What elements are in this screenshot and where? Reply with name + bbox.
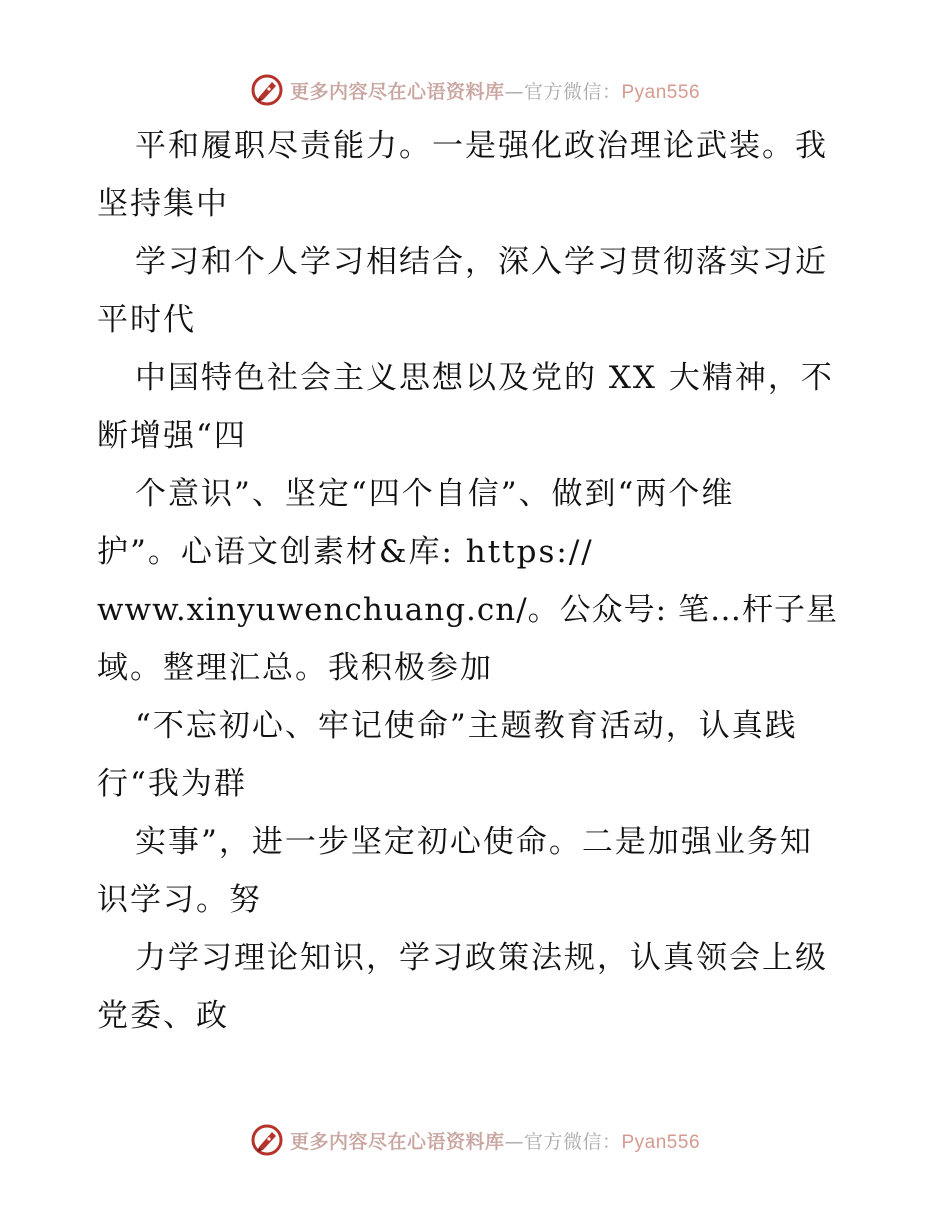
text-line: 断增强“四	[97, 418, 247, 454]
text-line: 力学习理论知识，学习政策法规，认真领会上级	[135, 940, 828, 976]
text-line: “不忘初心、牢记使命”主题教育活动，认真践	[135, 708, 798, 744]
text-line: 个意识”、坚定“四个自信”、做到“两个维	[135, 476, 735, 512]
pen-nib-logo-icon	[250, 73, 284, 107]
watermark-site-name: 更多内容尽在心语资料库	[289, 1130, 505, 1153]
watermark-wechat-label: —官方微信：	[504, 1130, 622, 1153]
text-line: 护”。心语文创素材&库: https://	[97, 534, 594, 570]
watermark-wechat-id: Pyan556	[621, 81, 701, 103]
header-watermark-text	[290, 77, 700, 104]
text-line: 坚持集中	[97, 186, 229, 222]
text-line: 行“我为群	[97, 766, 247, 802]
watermark-wechat-id: Pyan556	[621, 1131, 701, 1153]
text-line: 学习和个人学习相结合，深入学习贯彻落实习近	[135, 244, 828, 280]
footer-watermark	[0, 1120, 950, 1160]
text-line: 平时代	[97, 302, 196, 338]
header-watermark	[0, 70, 950, 110]
text-line: 党委、政	[97, 998, 229, 1034]
text-line: 识学习。努	[97, 882, 262, 918]
document-body	[97, 117, 857, 1045]
footer-watermark-text	[290, 1127, 700, 1154]
text-line: 域。整理汇总。我积极参加	[97, 650, 493, 686]
pen-nib-logo-icon	[250, 1123, 284, 1157]
text-line: www.xinyuwenchuang.cn/。公众号: 笔…杆子星	[97, 592, 838, 628]
text-line: 实事”，进一步坚定初心使命。二是加强业务知	[135, 824, 813, 860]
text-line: 平和履职尽责能力。一是强化政治理论武装。我	[135, 128, 828, 164]
text-line: 中国特色社会主义思想以及党的 XX 大精神，不	[135, 360, 834, 396]
watermark-wechat-label: —官方微信：	[504, 80, 622, 103]
watermark-site-name: 更多内容尽在心语资料库	[289, 80, 505, 103]
